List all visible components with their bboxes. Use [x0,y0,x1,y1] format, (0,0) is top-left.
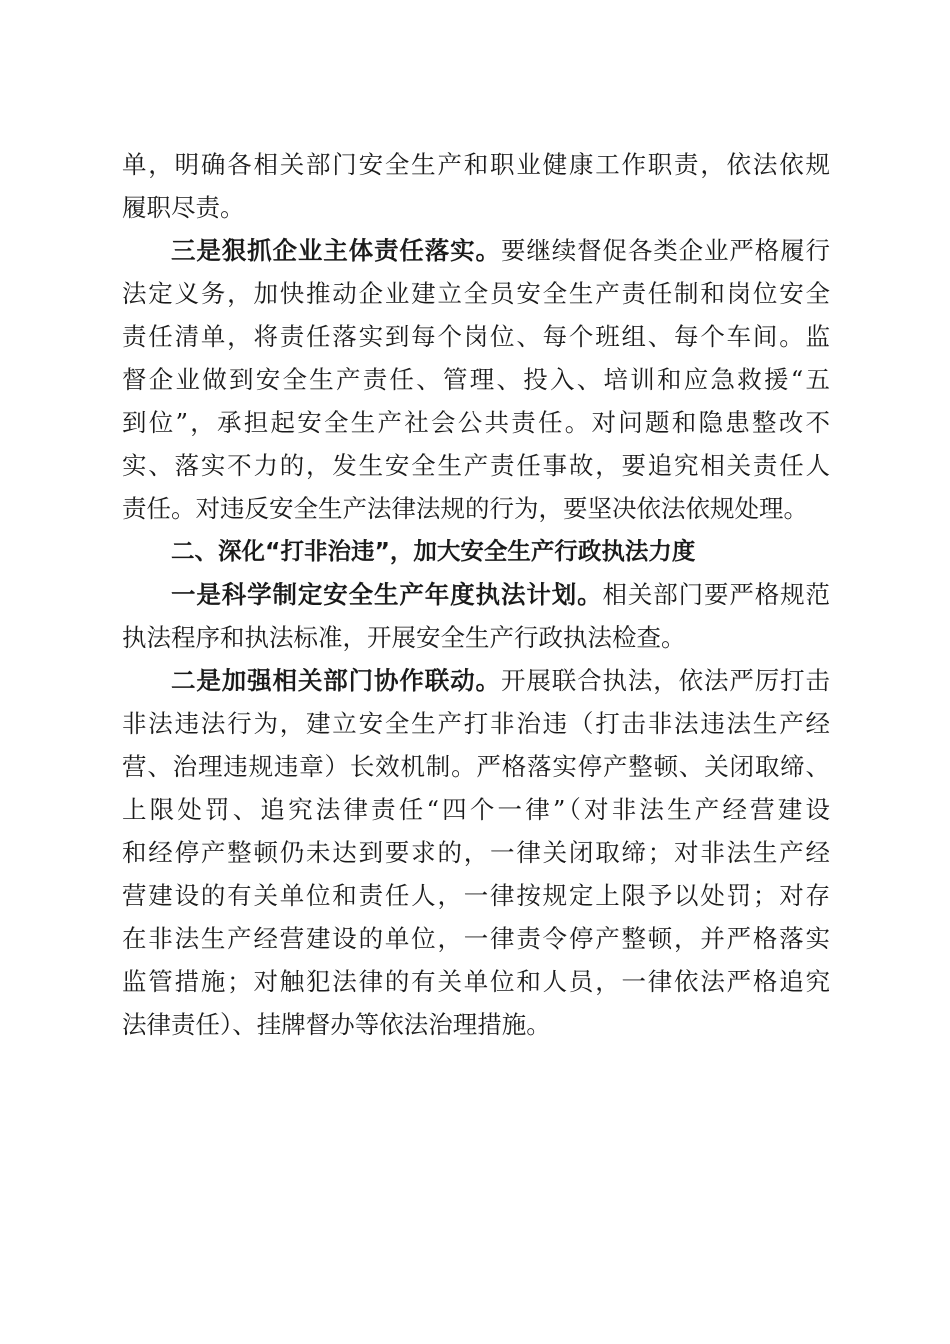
text-line: 履职尽责。 [122,193,245,222]
text-line: 督企业做到安全生产责任、管理、投入、培训和应急救援“五 [122,365,830,394]
text-line: 非法违法行为，建立安全生产打非治违（打击非法违法生产经 [122,709,830,738]
text-line [122,229,830,272]
text-line: 实、落实不力的，发生安全生产责任事故，要追究相关责任人 [122,451,830,480]
lead-sentence: 一是科学制定安全生产年度执法计划。 [171,580,603,609]
text-line: 单，明确各相关部门安全生产和职业健康工作职责，依法依规 [122,150,830,179]
text-span: 要继续督促各类企业严格履行 [500,236,831,265]
text-line: 到位”，承担起安全生产社会公共责任。对问题和隐患整改不 [122,408,830,437]
lead-sentence: 三是狠抓企业主体责任落实。 [171,236,501,265]
text-line: 责任。对违反安全生产法律法规的行为，要坚决依法依规处理。 [122,494,808,523]
text-line: 上限处罚、追究法律责任“四个一律”（对非法生产经营建设 [122,795,830,824]
text-line: 责任清单，将责任落实到每个岗位、每个班组、每个车间。监 [122,322,830,351]
text-line: 在非法生产经营建设的单位，一律责令停产整顿，并严格落实 [122,924,830,953]
text-line: 监管措施；对触犯法律的有关单位和人员，一律依法严格追究 [122,967,830,996]
text-span: 相关部门要严格规范 [602,580,831,609]
text-line: 法律责任）、挂牌督办等依法治理措施。 [122,1010,551,1039]
text-line: 法定义务，加快推动企业建立全员安全生产责任制和岗位安全 [122,279,830,308]
text-line [122,659,830,702]
text-line: 和经停产整顿仍未达到要求的，一律关闭取缔；对非法生产经 [122,838,830,867]
text-line: 执法程序和执法标准，开展安全生产行政执法检查。 [122,623,686,652]
text-line: 营、治理违规违章）长效机制。严格落实停产整顿、关闭取缔、 [122,752,830,781]
lead-sentence: 二是加强相关部门协作联动。 [171,666,501,695]
text-span: 开展联合执法，依法严厉打击 [500,666,831,695]
text-line: 营建设的有关单位和责任人，一律按规定上限予以处罚；对存 [122,881,830,910]
document-body [122,143,830,1046]
text-line [122,573,830,616]
section-heading: 二、深化“打非治违”，加大安全生产行政执法力度 [171,537,696,565]
